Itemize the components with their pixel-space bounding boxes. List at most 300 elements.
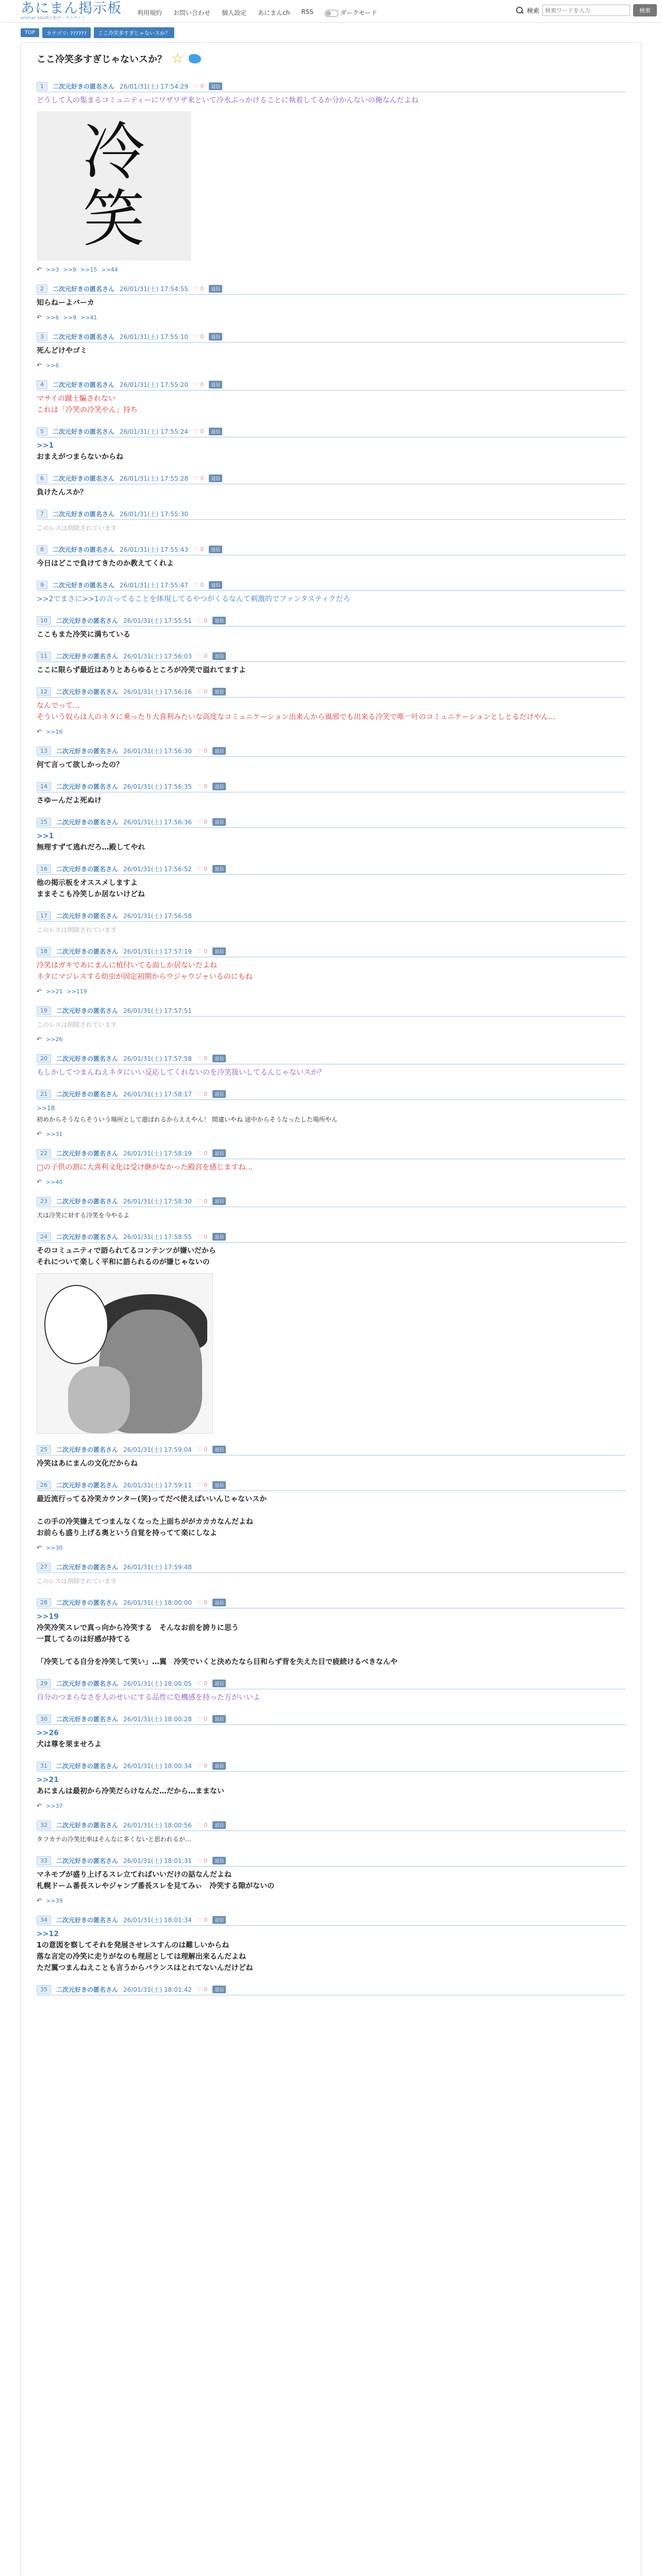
post-body <box>37 1692 625 1703</box>
poster-name: 二次元好きの匿名さん <box>56 1197 119 1205</box>
like-button[interactable] <box>197 748 207 754</box>
backlink[interactable]: >>6 <box>46 362 59 369</box>
breadcrumb-top[interactable]: TOP <box>21 28 39 37</box>
like-count: 0 <box>204 947 208 955</box>
like-count: 0 <box>204 783 208 790</box>
heart-icon: ♡ <box>193 333 201 340</box>
reply-arrow-icon: ↶ <box>37 314 42 321</box>
backlink[interactable]: >>16 <box>46 728 63 735</box>
backlink[interactable]: >>21 <box>46 988 63 995</box>
post-divider <box>37 1490 625 1491</box>
poster-name: 二次元好きの匿名さん <box>56 1715 119 1723</box>
like-button[interactable] <box>197 1198 207 1205</box>
post-header <box>37 1821 625 1829</box>
reply-button[interactable]: 返信 <box>212 818 226 826</box>
backlinks <box>37 362 625 369</box>
backlink[interactable]: >>6 <box>46 314 59 321</box>
post-date: 26/01/31(土) 17:56:35 <box>123 783 192 790</box>
backlink[interactable]: >>9 <box>63 314 76 321</box>
twitter-share-icon[interactable] <box>189 54 201 63</box>
heart-icon: ♡ <box>196 688 204 695</box>
backlinks <box>37 728 625 735</box>
reply-button[interactable]: 返信 <box>212 1149 226 1157</box>
post-header <box>37 427 625 435</box>
heart-icon: ♡ <box>196 1916 204 1923</box>
like-count: 0 <box>204 1599 208 1606</box>
post-date: 26/01/31(土) 17:55:24 <box>120 428 188 435</box>
heart-icon: ♡ <box>196 1599 204 1606</box>
like-button[interactable] <box>193 546 204 553</box>
like-button[interactable] <box>197 866 207 872</box>
post-body-line: 最近流行ってる冷笑カウンター(笑)ってだべ使えばいいんじゃないスか <box>37 1495 267 1503</box>
post-body-line: 今日はどこで負けてきたのか教えてくれよ <box>37 560 174 568</box>
post-body-line[interactable]: >>12 <box>37 1930 59 1938</box>
poster-name: 二次元好きの匿名さん <box>53 381 115 388</box>
post-body-line[interactable]: >>1 <box>37 832 54 840</box>
post-body-line: どうして人の集まるコミュニティーにワザワザ来といて冷水ぶっかけることに執着してるか分かんないの俺なんだよね <box>37 96 419 105</box>
post-number[interactable]: 1 <box>37 82 47 91</box>
post-header <box>37 545 625 553</box>
post <box>21 1985 641 1995</box>
post-divider <box>37 1724 625 1725</box>
post-number[interactable]: 11 <box>37 652 51 660</box>
post-date: 26/01/31(土) 17:57:58 <box>123 1055 192 1062</box>
post-date: 26/01/31(土) 17:57:19 <box>123 947 192 955</box>
post-body <box>37 1103 625 1125</box>
reply-arrow-icon: ↶ <box>37 1178 42 1185</box>
reply-button[interactable]: 返信 <box>209 546 222 553</box>
post-date: 26/01/31(土) 17:56:36 <box>123 818 192 826</box>
post-body-line: ここに限らず最近はありとあらゆるところが冷笑で溢れてますよ <box>37 666 246 674</box>
search-button[interactable]: 検索 <box>633 4 657 16</box>
backlink[interactable]: >>9 <box>63 266 76 273</box>
post-number[interactable]: 35 <box>37 1985 51 1994</box>
post-date: 26/01/31(土) 17:56:03 <box>123 652 192 660</box>
reply-button[interactable]: 返信 <box>212 1090 226 1098</box>
post-number[interactable]: 24 <box>37 1232 51 1241</box>
post-date: 26/01/31(土) 17:56:16 <box>123 688 192 696</box>
post-number[interactable]: 8 <box>37 545 47 554</box>
post-number[interactable]: 18 <box>37 947 51 956</box>
backlinks <box>37 1178 625 1185</box>
like-button[interactable] <box>197 1091 207 1097</box>
nav-terms[interactable]: 利用規約 <box>137 9 162 16</box>
post-body <box>37 1611 625 1668</box>
post-body-line: 死んどけやゴミ <box>37 347 87 355</box>
post-header <box>37 947 625 955</box>
post-body-line: このレスは削除されています <box>37 1021 117 1028</box>
heart-icon: ♡ <box>193 82 201 90</box>
dark-mode-label: ダークモード <box>340 9 377 16</box>
like-button[interactable] <box>193 285 204 292</box>
post-body-line: そのコミュニティで語られてるコンテンツが嫌いだから <box>37 1247 216 1255</box>
backlinks <box>37 1036 625 1043</box>
like-button[interactable] <box>197 1599 207 1606</box>
like-count: 0 <box>200 82 204 90</box>
reply-button[interactable]: 返信 <box>212 1055 226 1062</box>
thread-header <box>21 43 641 71</box>
post-divider <box>37 874 625 875</box>
post-number[interactable]: 34 <box>37 1916 51 1924</box>
post-body-line: おまえがつまらないからね <box>37 453 123 461</box>
post-number[interactable]: 29 <box>37 1679 51 1688</box>
reply-button[interactable]: 返信 <box>209 333 222 341</box>
post <box>21 1232 641 1434</box>
like-button[interactable] <box>197 1822 207 1828</box>
like-button[interactable] <box>197 783 207 790</box>
reply-button[interactable]: 返信 <box>212 1446 226 1453</box>
like-button[interactable] <box>197 819 207 825</box>
post-number[interactable]: 25 <box>37 1445 51 1454</box>
post-number[interactable]: 5 <box>37 427 47 436</box>
like-button[interactable] <box>197 1716 207 1722</box>
reply-button[interactable]: 返信 <box>212 688 226 696</box>
post-body-line: 冷笑冷笑スレで真っ向から冷笑する そんなお前を誇りに思う <box>37 1624 239 1632</box>
heart-icon: ♡ <box>196 617 204 624</box>
backlinks <box>37 314 625 321</box>
favorite-star-icon[interactable]: ☆ <box>172 51 184 66</box>
logo-subtitle: animan bbs掲示板ポータルサイト <box>21 15 86 20</box>
post-number[interactable]: 4 <box>37 380 47 389</box>
reply-button[interactable]: 返信 <box>212 1233 226 1241</box>
post <box>21 1916 641 1974</box>
like-button[interactable] <box>197 688 207 695</box>
poster-name: 二次元好きの匿名さん <box>56 1233 119 1241</box>
post-header <box>37 1149 625 1157</box>
reply-button[interactable]: 返信 <box>209 285 222 293</box>
dark-mode-toggle[interactable] <box>325 8 377 17</box>
like-button[interactable] <box>193 475 204 482</box>
reply-button[interactable]: 返信 <box>209 474 222 482</box>
toggle-switch-icon[interactable] <box>325 10 338 17</box>
like-button[interactable] <box>197 1233 207 1240</box>
post-divider <box>37 294 625 295</box>
reply-button[interactable]: 返信 <box>212 783 226 790</box>
post-body <box>37 393 625 416</box>
post-date: 26/01/31(土) 17:54:29 <box>120 82 188 90</box>
post-body <box>37 795 625 806</box>
post <box>21 1090 641 1138</box>
like-button[interactable] <box>197 1762 207 1769</box>
post-number[interactable]: 28 <box>37 1598 51 1607</box>
backlink[interactable]: >>40 <box>46 1178 63 1185</box>
post-divider <box>37 1771 625 1772</box>
post-header <box>37 1090 625 1098</box>
reply-button[interactable]: 返信 <box>212 1599 226 1606</box>
like-button[interactable] <box>193 381 204 388</box>
backlink[interactable]: >>44 <box>101 266 118 273</box>
poster-name: 二次元好きの匿名さん <box>56 1055 119 1062</box>
post-number[interactable]: 12 <box>37 687 51 696</box>
post-body <box>37 831 625 853</box>
post <box>21 1598 641 1668</box>
post-body-line[interactable]: >>18 <box>37 1105 55 1112</box>
reply-arrow-icon: ↶ <box>37 1544 42 1551</box>
post-number[interactable]: 31 <box>37 1761 51 1770</box>
like-button[interactable] <box>193 333 204 340</box>
heart-icon: ♡ <box>196 947 204 955</box>
post-number[interactable]: 16 <box>37 865 51 873</box>
poster-name: 二次元好きの匿名さん <box>56 1599 119 1606</box>
post-body <box>37 1067 625 1078</box>
post-number[interactable]: 2 <box>37 284 47 293</box>
post-header <box>37 616 625 624</box>
post-header <box>37 1598 625 1606</box>
heart-icon: ♡ <box>196 1762 204 1769</box>
post-date: 26/01/31(土) 18:01:31 <box>123 1857 192 1865</box>
post <box>21 581 641 605</box>
heart-icon: ♡ <box>196 1857 204 1864</box>
heart-icon: ♡ <box>196 652 204 659</box>
backlink[interactable]: >>15 <box>80 266 97 273</box>
post-number[interactable]: 32 <box>37 1821 51 1829</box>
post-number[interactable]: 22 <box>37 1149 51 1158</box>
post-date: 26/01/31(土) 18:01:34 <box>123 1916 192 1924</box>
post-number[interactable]: 7 <box>37 510 47 518</box>
post-body-line[interactable]: >>1 <box>37 442 54 450</box>
post <box>21 1856 641 1904</box>
post-body-line: 一貫してるのは好感が持てる <box>37 1635 130 1643</box>
heart-icon: ♡ <box>196 1986 204 1993</box>
search-input[interactable] <box>542 5 630 16</box>
post-divider <box>37 1242 625 1243</box>
reply-button[interactable]: 返信 <box>209 428 222 435</box>
post-number[interactable]: 17 <box>37 911 51 920</box>
backlink[interactable]: >>31 <box>46 1130 63 1138</box>
like-button[interactable] <box>197 1482 207 1488</box>
post-header <box>37 747 625 755</box>
post-body-line: マサイの蹴士騙されない <box>37 395 116 403</box>
backlink[interactable]: >>30 <box>46 1544 63 1551</box>
post-header <box>37 911 625 920</box>
like-count: 0 <box>200 381 204 388</box>
post-number[interactable]: 23 <box>37 1197 51 1206</box>
poster-name: 二次元好きの匿名さん <box>56 1986 119 1993</box>
reply-button[interactable]: 返信 <box>212 1762 226 1770</box>
reply-button[interactable]: 返信 <box>212 947 226 955</box>
like-button[interactable] <box>197 1055 207 1062</box>
poster-name: 二次元好きの匿名さん <box>53 428 115 435</box>
post-body <box>37 759 625 771</box>
reply-button[interactable]: 返信 <box>209 381 222 388</box>
like-button[interactable] <box>197 1150 207 1157</box>
poster-name: 二次元好きの匿名さん <box>53 333 115 341</box>
post-date: 26/01/31(土) 17:56:58 <box>123 912 192 920</box>
like-button[interactable] <box>197 948 207 955</box>
backlink[interactable]: >>26 <box>46 1036 63 1043</box>
post <box>21 1054 641 1078</box>
reply-arrow-icon: ↶ <box>37 362 42 369</box>
post-number[interactable]: 21 <box>37 1090 51 1098</box>
backlink[interactable]: >>37 <box>46 1802 63 1809</box>
post <box>21 782 641 806</box>
post-body-line[interactable]: >>2でまさに>>1の言ってることを体現してるやつがくるなんて刺激的でファンタスティクだろ <box>37 595 351 603</box>
backlink[interactable]: >>119 <box>67 988 87 995</box>
like-count: 0 <box>204 1090 208 1097</box>
post-body-line: □の子供の割に大喜利文化は受け継がなかった殿宮を感じますね… <box>37 1163 253 1172</box>
like-button[interactable] <box>197 1680 207 1687</box>
post-number[interactable]: 19 <box>37 1006 51 1015</box>
post-body <box>37 1458 625 1469</box>
logo-title[interactable]: あにまん掲示板 <box>21 0 122 16</box>
post <box>21 82 641 273</box>
reply-button[interactable]: 返信 <box>212 652 226 660</box>
reply-button[interactable]: 返信 <box>212 1197 226 1205</box>
like-button[interactable] <box>197 1986 207 1993</box>
reply-button[interactable]: 返信 <box>212 1986 226 1993</box>
post-number[interactable]: 3 <box>37 332 47 341</box>
reply-button[interactable]: 返信 <box>212 617 226 624</box>
reply-arrow-icon: ↶ <box>37 1802 42 1809</box>
like-count: 0 <box>204 1481 208 1488</box>
like-button[interactable] <box>197 1857 207 1864</box>
post-date: 26/01/31(土) 17:55:28 <box>120 474 188 482</box>
post-header <box>37 1916 625 1924</box>
post-header <box>37 1761 625 1770</box>
post-divider <box>37 1572 625 1573</box>
backlink[interactable]: >>39 <box>46 1897 63 1904</box>
backlink[interactable]: >>41 <box>80 314 97 321</box>
like-count: 0 <box>204 1821 208 1828</box>
post <box>21 284 641 321</box>
post-body-line: ここもまた冷笑に満ちている <box>37 631 130 639</box>
post-body-line: マネモブが盛り上げるスレ立てればいいだけの話なんだよね <box>37 1871 231 1879</box>
post-body-line: ネタにマジレスする幼虫が固定初期からウジャウジャいるのにもね <box>37 973 253 981</box>
search-label: 検索 <box>526 7 539 14</box>
like-count: 0 <box>200 428 204 435</box>
reply-button[interactable]: 返信 <box>212 1857 226 1865</box>
post-body-line[interactable]: >>26 <box>37 1729 59 1737</box>
post-number[interactable]: 30 <box>37 1715 51 1723</box>
post-body-line: ただ翼つまんねえことも言うからバランスはとれてないんだけどね <box>37 1964 253 1972</box>
post-body-line: これは「冷笑の冷笑やん」持ち <box>37 406 138 414</box>
post <box>21 865 641 900</box>
poster-name: 二次元好きの匿名さん <box>56 1481 119 1489</box>
post-body-line: このレスは削除されています <box>37 1578 117 1585</box>
post-date: 26/01/31(土) 18:00:00 <box>123 1599 192 1606</box>
post-number[interactable]: 20 <box>37 1054 51 1063</box>
like-count: 0 <box>204 652 208 659</box>
post-body-line <box>37 1505 625 1516</box>
like-button[interactable] <box>197 653 207 659</box>
post-date: 26/01/31(土) 17:54:55 <box>120 285 188 293</box>
post-body-line[interactable]: >>21 <box>37 1776 59 1784</box>
post-number[interactable]: 13 <box>37 747 51 755</box>
post-body <box>37 1928 625 1974</box>
reply-button[interactable]: 返信 <box>212 865 226 873</box>
reply-button[interactable]: 返信 <box>212 1916 226 1924</box>
post-body-line: 冷笑はあにまんの文化だからね <box>37 1460 138 1468</box>
post-image-reisho[interactable]: 冷 笑 <box>37 111 191 261</box>
post-image-manga[interactable] <box>37 1273 213 1434</box>
reply-button[interactable]: 返信 <box>212 1715 226 1723</box>
poster-name: 二次元好きの匿名さん <box>56 1762 119 1770</box>
post-body <box>37 629 625 640</box>
like-count: 0 <box>204 1762 208 1769</box>
post-date: 26/01/31(土) 18:00:05 <box>123 1680 192 1687</box>
like-button[interactable] <box>197 1446 207 1453</box>
heart-icon: ♡ <box>196 865 204 872</box>
post-body-line: 犬は冷笑に対する冷笑を今やるよ <box>37 1212 130 1219</box>
post-body <box>37 1869 625 1892</box>
post-number[interactable]: 27 <box>37 1563 51 1571</box>
post-header <box>37 865 625 873</box>
post <box>21 818 641 853</box>
post-number[interactable]: 15 <box>37 818 51 826</box>
post-number[interactable]: 33 <box>37 1856 51 1865</box>
post-number[interactable]: 9 <box>37 581 47 589</box>
post-date: 26/01/31(土) 17:55:30 <box>120 510 188 518</box>
post-number[interactable]: 14 <box>37 782 51 791</box>
post-date: 26/01/31(土) 17:55:51 <box>123 617 192 624</box>
post-header <box>37 1054 625 1062</box>
reply-button[interactable]: 返信 <box>212 1680 226 1687</box>
reply-arrow-icon: ↶ <box>37 988 42 995</box>
post <box>21 545 641 569</box>
poster-name: 二次元好きの匿名さん <box>56 1680 119 1687</box>
backlinks <box>37 988 625 995</box>
reply-button[interactable]: 返信 <box>212 1821 226 1829</box>
breadcrumb-thread[interactable]: ここ冷笑多すぎじゃないスか？ <box>94 27 174 38</box>
like-button[interactable] <box>193 428 204 435</box>
breadcrumb <box>0 27 662 38</box>
post-body <box>37 345 625 357</box>
reply-button[interactable]: 返信 <box>212 747 226 755</box>
post <box>21 380 641 416</box>
nav-rss[interactable]: RSS <box>301 8 313 15</box>
nav-contact[interactable]: お問い合わせ <box>173 9 211 16</box>
like-button[interactable] <box>193 582 204 588</box>
post-number[interactable]: 10 <box>37 616 51 625</box>
nav-animanch[interactable]: あにまんch <box>258 9 290 16</box>
site-logo[interactable] <box>21 2 122 21</box>
post-body-line: なんでって… <box>37 702 80 710</box>
breadcrumb-category[interactable]: カテゴリ: ?????? <box>42 27 91 38</box>
post-header <box>37 510 625 518</box>
post-body <box>37 1245 625 1268</box>
post <box>21 1715 641 1750</box>
heart-icon: ♡ <box>196 747 204 754</box>
post-divider <box>37 827 625 828</box>
backlink[interactable]: >>3 <box>46 266 59 273</box>
poster-name: 二次元好きの匿名さん <box>56 1563 119 1571</box>
heart-icon: ♡ <box>196 783 204 790</box>
post-body <box>37 487 625 498</box>
post-header <box>37 652 625 660</box>
like-button[interactable] <box>197 1917 207 1923</box>
reply-button[interactable]: 返信 <box>209 82 222 90</box>
post-body-line[interactable]: >>19 <box>37 1613 59 1621</box>
like-count: 0 <box>204 1986 208 1993</box>
like-count: 0 <box>204 747 208 754</box>
post-number[interactable]: 6 <box>37 474 47 483</box>
post-header <box>37 284 625 293</box>
like-button[interactable] <box>197 617 207 624</box>
post-body <box>37 700 625 723</box>
post-number[interactable]: 26 <box>37 1481 51 1489</box>
post-body <box>37 1019 625 1030</box>
post <box>21 616 641 640</box>
post-divider <box>37 756 625 757</box>
reply-button[interactable]: 返信 <box>212 1481 226 1489</box>
like-button[interactable] <box>193 83 204 90</box>
backlinks <box>37 1897 625 1904</box>
like-count: 0 <box>204 1233 208 1240</box>
nav-settings[interactable]: 個人設定 <box>222 9 247 16</box>
reply-button[interactable]: 返信 <box>209 581 222 589</box>
heart-icon: ♡ <box>196 1821 204 1828</box>
post-body <box>37 1210 625 1221</box>
